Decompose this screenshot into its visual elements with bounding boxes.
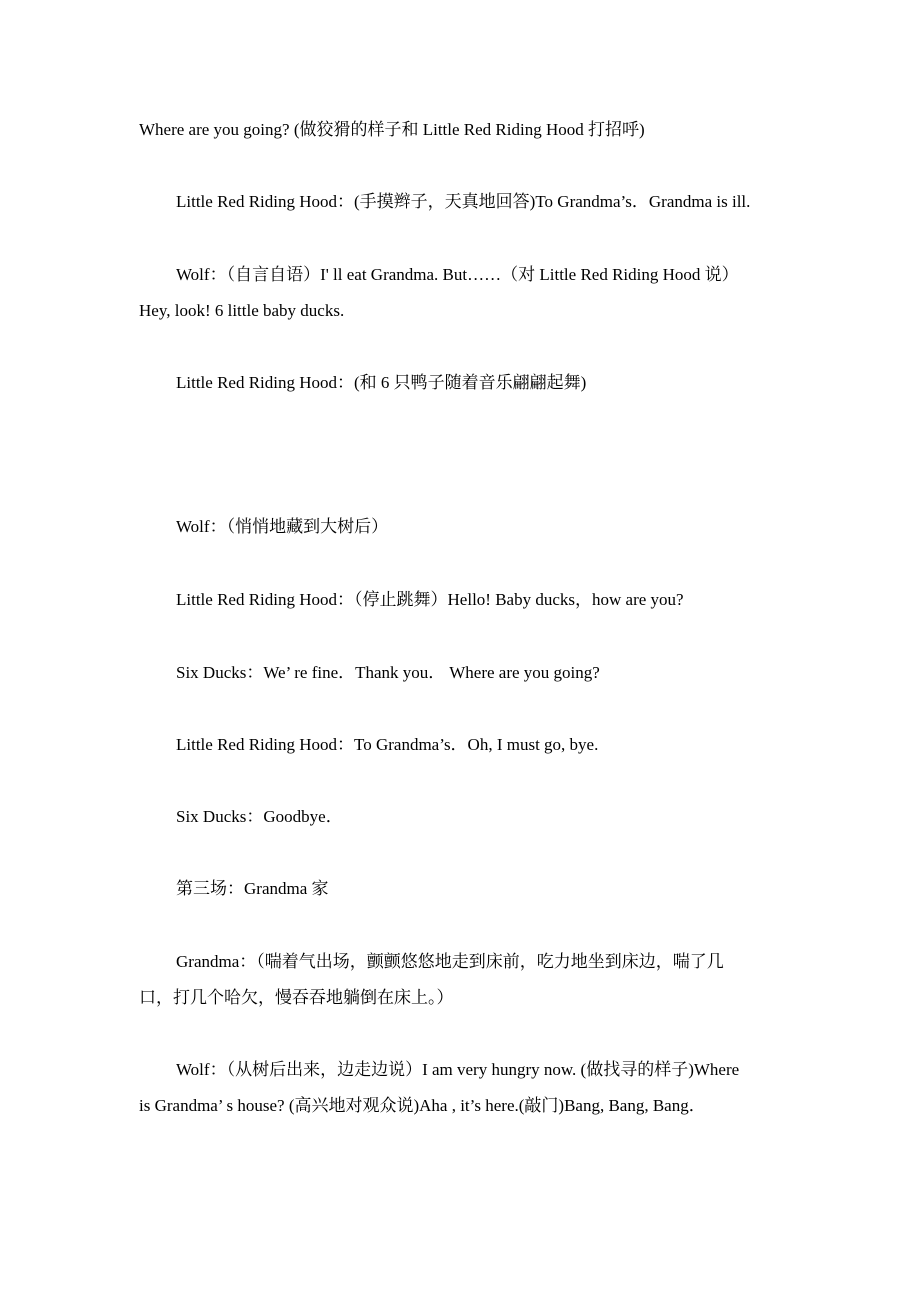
paragraph-wolf-aside	[139, 257, 784, 329]
text-line: Six Ducks：We’ re fine．Thank you． Where are you going?	[176, 663, 600, 682]
text-line: Wolf：（从树后出来，边走边说）I am very hungry now. (做找寻的样子)Where	[176, 1060, 740, 1079]
text-line: Little Red Riding Hood：To Grandma’s．Oh, I must go, bye.	[176, 735, 599, 754]
scene-heading	[139, 871, 784, 907]
text-line: Wolf：（自言自语）I' ll eat Grandma. But……（对 Little Red Riding Hood 说）	[176, 265, 739, 284]
paragraph-red-bye	[139, 727, 784, 763]
paragraph-wolf-greeting	[139, 112, 784, 148]
text-line: 第三场：Grandma 家	[176, 879, 329, 898]
paragraph-red-dance	[139, 365, 784, 401]
text-line: Hey, look! 6 little baby ducks.	[139, 301, 345, 320]
paragraph-wolf-knocks	[139, 1052, 784, 1124]
text-line: Little Red Riding Hood：(和 6 只鸭子随着音乐翩翩起舞)	[176, 373, 587, 392]
text-line: Wolf：（悄悄地藏到大树后）	[176, 517, 389, 536]
paragraph-grandma-enters	[139, 944, 784, 1016]
paragraph-red-answer	[139, 184, 784, 220]
text-line: Grandma：（喘着气出场，颤颤悠悠地走到床前，吃力地坐到床边，喘了几	[176, 952, 724, 971]
text-line: Where are you going? (做狡猾的样子和 Little Red Riding Hood 打招呼)	[139, 120, 645, 139]
text-line: Little Red Riding Hood：(手摸辫子，天真地回答)To Grandma’s．Grandma is ill.	[176, 192, 751, 211]
text-line: is Grandma’ s house? (高兴地对观众说)Aha , it’s here.(敲门)Bang, Bang, Bang．	[139, 1096, 706, 1115]
paragraph-red-hello	[139, 582, 784, 618]
text-line: Little Red Riding Hood：（停止跳舞）Hello! Baby ducks，how are you?	[176, 590, 684, 609]
text-line: 口，打几个哈欠，慢吞吞地躺倒在床上。）	[139, 988, 454, 1007]
text-line: Six Ducks：Goodbye．	[176, 807, 343, 826]
paragraph-ducks-goodbye	[139, 799, 784, 835]
paragraph-ducks-fine	[139, 655, 784, 691]
paragraph-wolf-hides	[139, 509, 784, 545]
